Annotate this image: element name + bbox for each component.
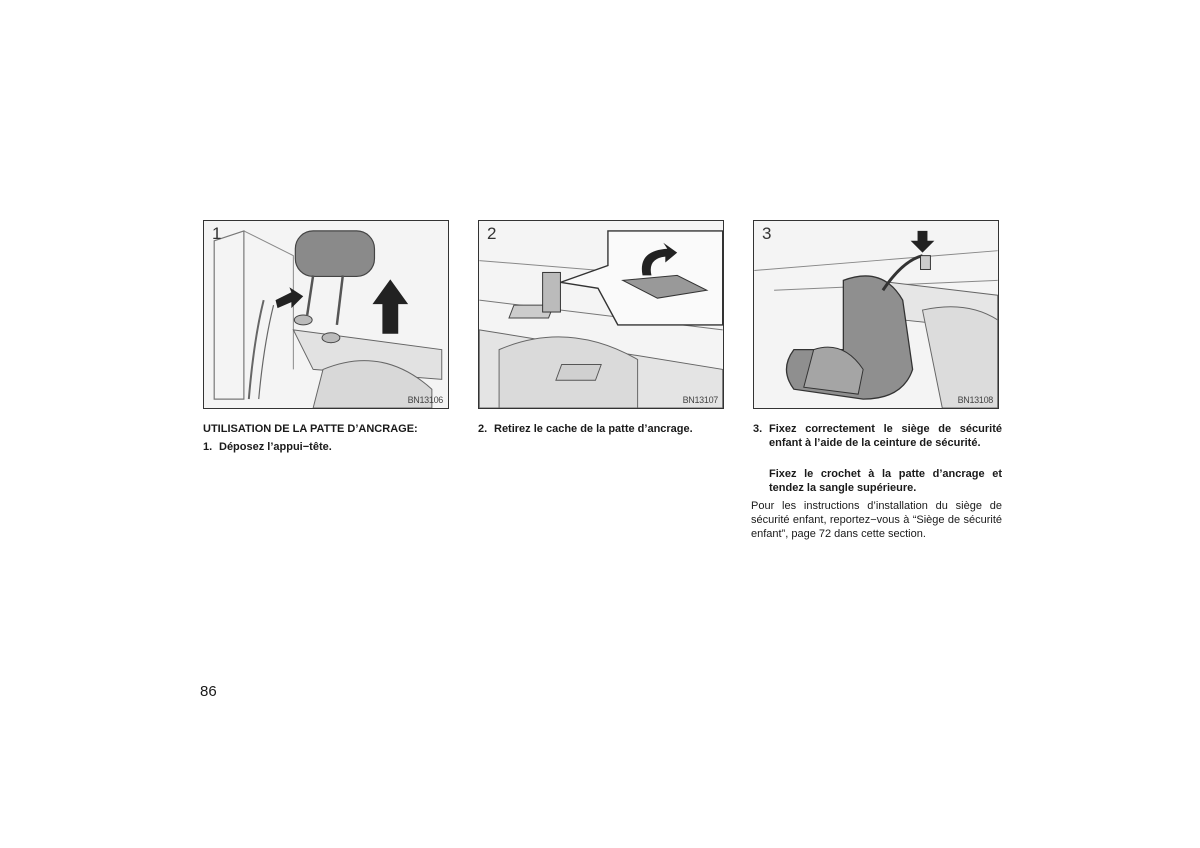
child-seat-tether-illustration [754,221,998,408]
figure-code: BN13108 [957,395,993,405]
figure-code: BN13107 [682,395,718,405]
arrow-icon [276,287,304,308]
step-1 [203,440,449,454]
figure-number: 3 [762,224,772,243]
section-heading: UTILISATION DE LA PATTE D’ANCRAGE: [203,423,418,435]
up-arrow-icon [373,279,409,333]
page-number: 86 [200,683,217,700]
step-subtext: Fixez le crochet à la patte d’ancrage et tendez la sangle supérieure. [769,468,1002,494]
down-arrow-icon [911,231,935,253]
step-text: Retirez le cache de la patte d’ancrage. [494,423,693,435]
step-2 [478,422,738,436]
figure-3 [753,220,999,409]
step-text: Fixez correctement le siège de sécurité enfant à l’aide de la ceinture de sécurité. [769,423,1002,449]
figure-number: 1 [212,224,222,243]
figure-number: 2 [487,224,497,243]
figure-1 [203,220,449,409]
figure-2 [478,220,724,409]
step-number: 2. [478,423,488,435]
anchor-cover-removal-illustration [479,221,723,408]
step-text: Déposez l’appui−tête. [219,441,332,453]
step-number: 1. [203,441,213,453]
figure-code: BN13106 [407,395,443,405]
headrest-removal-illustration [204,221,448,408]
note-text: Pour les instructions d’installation du siège de sécurité enfant, reportez−vous à “Siège de sécurité enfant”, page 72 dans cette section. [751,500,1002,540]
step-3 [753,422,1002,450]
step-number: 3. [753,423,763,435]
